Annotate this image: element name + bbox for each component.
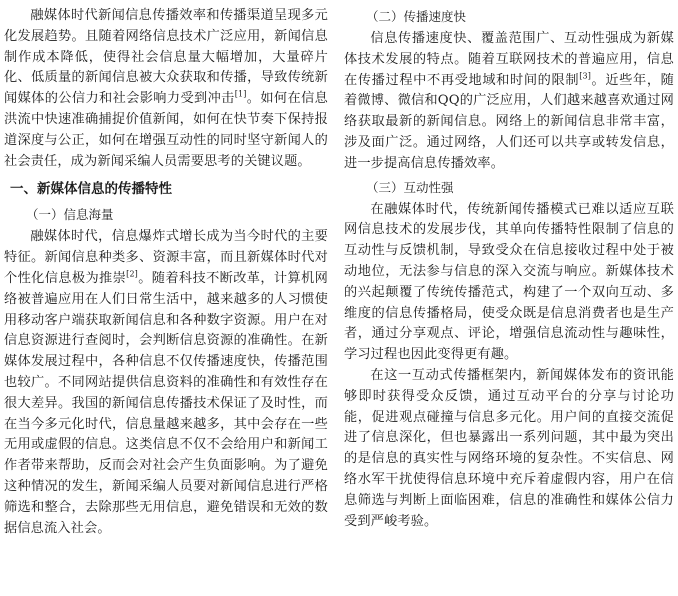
subsection-3-paragraph-2: 在这一互动式传播框架内，新闻媒体发布的资讯能够即时获得受众反馈，通过互动平台的分享与讨论功能，促进观点碰撞与信息多元化。用户间的直接交流促进了信息深化，但也暴露出一系列问题，其中最为突出的是信息的真实性与网络环境的复杂性。不实信息、网络水军干扰使得信息环境中充斥着虚假内容，用户在信息筛选与判断上面临困难，信息的准确性和媒体公信力受到严峻考验。 — [344, 367, 674, 529]
citation-3: [3] — [579, 71, 591, 81]
intro-paragraph — [4, 6, 328, 172]
citation-2: [2] — [126, 269, 138, 279]
subsection-3-paragraph-1: 在融媒体时代，传统新闻传播模式已难以适应互联网信息技术的发展步伐，其单向传播特性限制了信息的互动性与反馈机制，导致受众在信息接收过程中处于被动地位，无法参与信息的深入交流与响应。新媒体技术的兴起颠覆了传统传播范式，构建了一个双向互动、多维度的信息传播格局，使受众既是信息消费者也是生产者，通过分享观点、评论，增强信息流动性与趣味性，学习过程也因此变得更有趣。 — [344, 201, 674, 363]
section-heading: 一、新媒体信息的传播特性 — [10, 181, 172, 198]
right-column — [344, 6, 674, 532]
sub1-text-a: 融媒体时代，信息爆炸式增长成为当今时代的主要特征。新闻信息种类多、资源丰富，而且新媒体时代对个性化信息极为推崇 — [4, 229, 328, 286]
subsection-heading-1: （一）信息海量 — [26, 207, 114, 223]
intro-text-b: 。如何在信息洪流中快速准确捕捉价值新闻，如何在快节奏下保持报道深度与公正，如何在增强互动性的同时坚守新闻人的社会责任，成为新闻采编人员需要思考的关键议题。 — [4, 91, 328, 169]
sub1-text-b: 。随着科技不断改革，计算机网络被普遍应用在人们日常生活中，越来越多的人习惯使用移动客户端获取新闻信息和各种数字资源。用户在对信息资源进行查阅时，会判断信息资源的准确性。在新媒体发展过程中，各种信息不仅传播速度快，传播范围也较广。不同网站提供信息资料的准确性和有效性存在很大差异。我国的新闻信息传播技术保证了及时性，而在当今多元化时代，信息量越来越多，其中会存在一些无用或虚假的信息。这类信息不仅不会给用户和新闻工作者带来帮助，反而会对社会产生负面影响。为了避免这种情况的发生，新闻采编人员要对新闻信息进行严格筛选和整合，去除那些无用信息，避免错误和无效的数据信息流入社会。 — [4, 270, 328, 536]
sub2-text-b: 。近些年，随着微博、微信和QQ的广泛应用，人们越来越喜欢通过网络获取最新的新闻信息。网络上的新闻信息非常丰富，涉及面广泛。通过网络，人们还可以共享或转发信息，进一步提高信息传播效率。 — [344, 72, 674, 171]
left-column — [4, 6, 328, 539]
subsection-1-paragraph — [4, 227, 328, 539]
citation-1: [1] — [234, 89, 247, 99]
subsection-heading-2: （二）传播速度快 — [366, 9, 467, 24]
intro-text-a: 融媒体时代新闻信息传播效率和传播渠道呈现多元化发展趋势。且随着网络信息技术广泛应用，新闻信息制作成本降低，使得社会信息量大幅增加，大量碎片化、低质量的新闻信息被大众获取和传播，导致传统新闻媒体的公信力和社会影响力受到冲击 — [4, 8, 328, 107]
sub2-text-a: 信息传播速度快、覆盖范围广、互动性强成为新媒体技术发展的特点。随着互联网技术的普遍应用，信息在传播过程中不再受地域和时间的限制 — [344, 31, 674, 88]
subsection-heading-3: （三）互动性强 — [366, 179, 454, 195]
subsection-2-paragraph — [344, 29, 674, 175]
